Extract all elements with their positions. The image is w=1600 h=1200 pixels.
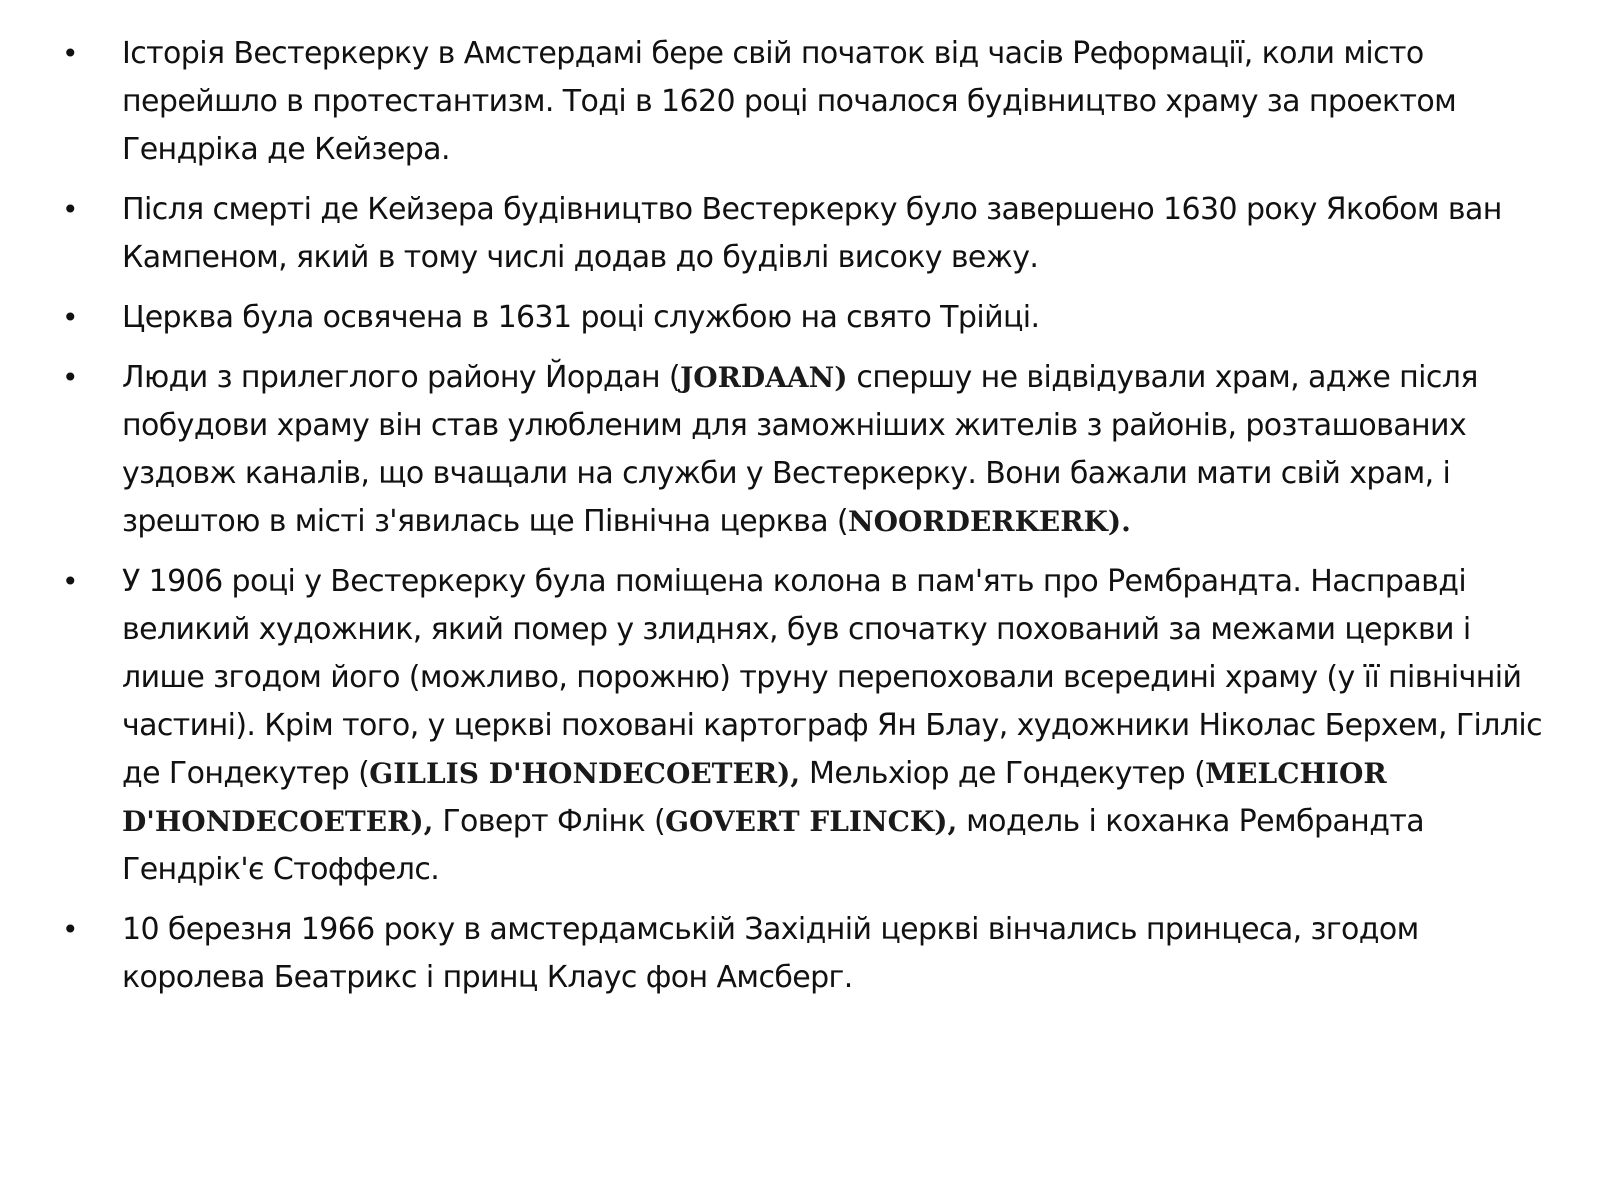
text-run: Говерт Флінк (: [433, 804, 666, 839]
bullet-dot: •: [62, 913, 78, 946]
text-run: модель і коханка Рембрандта Гендрік'є Стоффелс.: [122, 804, 1424, 887]
text-run: Люди з прилеглого району Йордан (: [122, 360, 681, 395]
bullet-item: [60, 186, 1560, 282]
text-run: Церква була освячена в 1631 році службою на свято Трійці.: [122, 300, 1040, 335]
bullet-dot: •: [62, 193, 78, 226]
bullet-text: [122, 36, 1456, 167]
bullet-item: [60, 294, 1560, 342]
decorative-name: GILLIS D'HONDECOETER),: [369, 757, 801, 790]
bullet-dot: •: [62, 37, 78, 70]
decorative-name: NOORDERKERK).: [848, 505, 1131, 538]
text-run: 10 березня 1966 року в амстердамській Західній церкві вінчались принцеса, згодом королева Беатрикс і принц Клаус фон Амсберг.: [122, 912, 1419, 995]
bullet-text: [122, 912, 1419, 995]
bullet-list: [60, 30, 1560, 1014]
text-run: У 1906 році у Вестеркерку була поміщена колона в пам'ять про Рембрандта. Насправді великий художник, який помер у злиднях, був спочатку похований за межами церкви і лише згодом його (можливо, порожню) труну перепоховали всередині храму (у її північній частині). Крім того, у церкві поховані картограф Ян Блау, художники Ніколас Берхем, Гілліс де Гондекутер (: [122, 564, 1543, 791]
bullet-text: [122, 300, 1039, 335]
bullet-item: [60, 30, 1560, 174]
text-run: Мельхіор де Гондекутер (: [800, 756, 1206, 791]
bullet-text: [122, 564, 1542, 887]
decorative-name: JORDAAN): [680, 361, 848, 394]
text-run: спершу не відвідували храм, адже після побудови храму він став улюбленим для заможніших жителів з районів, розташованих уздовж каналів, що вчащали на служби у Вестеркерку. Вони бажали мати свій храм, і зрештою в місті з'явилась ще Північна церква (: [122, 360, 1478, 539]
bullet-item: [60, 558, 1560, 894]
text-run: Після смерті де Кейзера будівництво Вестеркерку було завершено 1630 року Якобом ван Кампеном, який в тому числі додав до будівлі високу вежу.: [122, 192, 1502, 275]
bullet-dot: •: [62, 361, 78, 394]
bullet-dot: •: [62, 301, 78, 334]
bullet-text: [122, 192, 1502, 275]
decorative-name: GOVERT FLINCK),: [665, 805, 958, 838]
decorative-name: MELCHIOR D'HONDECOETER),: [122, 757, 1387, 838]
bullet-item: [60, 354, 1560, 546]
bullet-dot: •: [62, 565, 78, 598]
text-run: Історія Вестеркерку в Амстердамі бере свій початок від часів Реформації, коли місто перейшло в протестантизм. Тоді в 1620 році почалося будівництво храму за проектом Гендріка де Кейзера.: [122, 36, 1457, 167]
bullet-item: [60, 906, 1560, 1002]
bullet-text: [122, 360, 1478, 539]
